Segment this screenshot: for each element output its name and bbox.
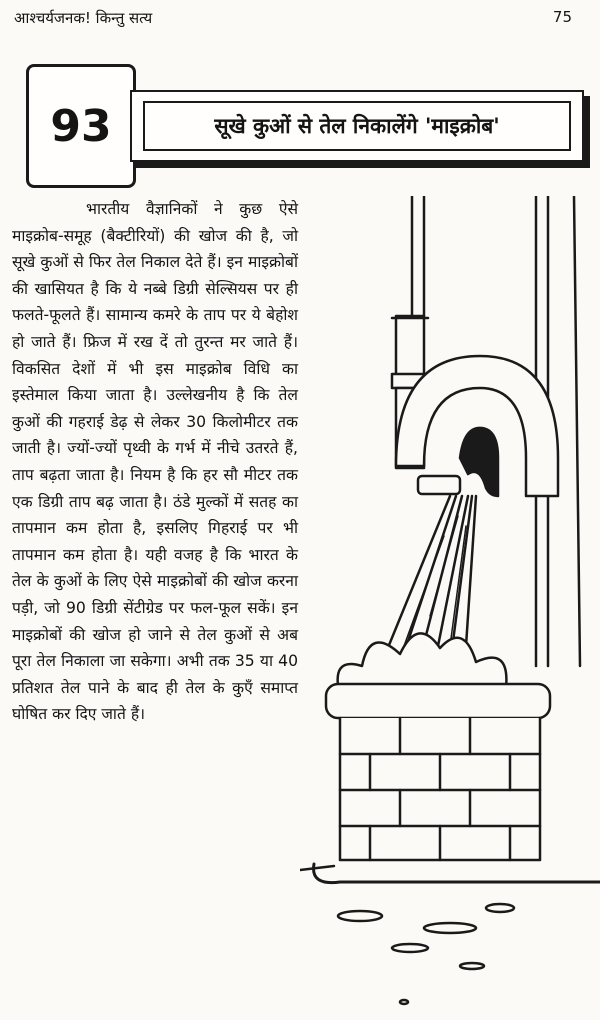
- article-title: सूखे कुओं से तेल निकालेंगे 'माइक्रोब': [143, 101, 571, 151]
- article-title-frame: [130, 90, 584, 162]
- article-number-box: [26, 64, 136, 188]
- oil-well-illustration: [300, 196, 600, 1020]
- page-number: 75: [552, 8, 572, 26]
- article-body: भारतीय वैज्ञानिकों ने कुछ ऐसे माइक्रोब-समूह (बैक्टीरियों) की खोज की है, जो सूखे कुओं से फिर तेल निकाल देते हैं। इन माइक्रोबों की खासियत है कि ये नब्बे डिग्री सेल्सियस पर ही फलते-फूलते हैं। सामान्य कमरे के ताप पर ये बेहोश हो जाते हैं। फ्रिज में रख दें तो तुरन्त मर जाते हैं। विकसित देशों में भी इस माइक्रोब विधि का इस्तेमाल किया जाता है। उल्लेखनीय है कि तेल कुओं की गहराई डेढ़ से लेकर 30 किलोमीटर तक जाती है। ज्यों-ज्यों पृथ्वी के गर्भ में नीचे उतरते हैं, ताप बढ़ता जाता है। नियम है कि हर सौ मीटर तक एक डिग्री ताप बढ़ जाता है। ठंडे मुल्कों में सतह का तापमान कम होता है, इसलिए गिहराई पर भी तापमान कम होता है। यही वजह है कि भारत के तेल के कुओं के लिए ऐसे माइक्रोबों की खोज करना पड़ी, जो 90 डिग्री सेंटीग्रेड पर फल-फूल सकें। इन माइक्रोबों की खोज हो जाने से तेल कुओं से अब पूरा तेल निकाला जा सकेगा। अभी तक 35 या 40 प्रतिशत तेल पाने के बाद ही तेल के कुएँ समाप्त घोषित कर दिए जाते हैं।: [12, 200, 298, 724]
- article-number: 93: [50, 100, 112, 152]
- running-header-title: आश्चर्यजनक! किन्तु सत्य: [14, 9, 153, 27]
